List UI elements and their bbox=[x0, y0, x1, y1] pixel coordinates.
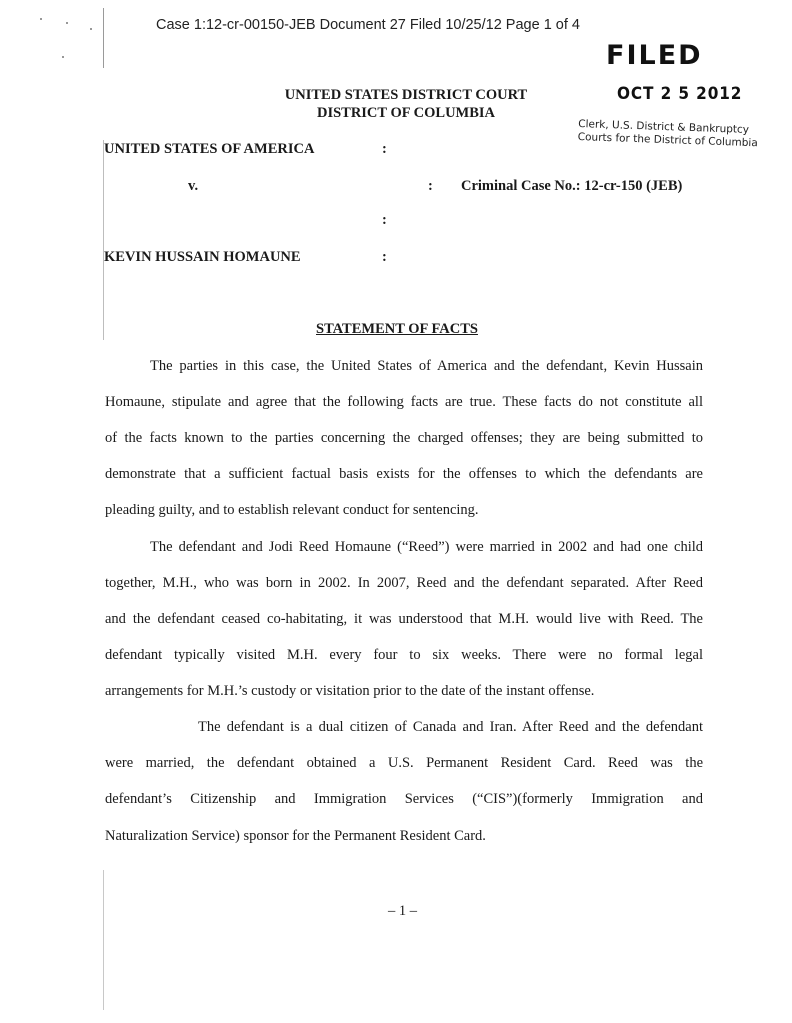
scan-margin-line bbox=[103, 870, 104, 1010]
scan-speck bbox=[40, 18, 42, 20]
paragraph-line: Naturalization Service) sponsor for the Permanent Resident Card. bbox=[105, 828, 486, 844]
case-header: Case 1:12-cr-00150-JEB Document 27 Filed 10/25/12 Page 1 of 4 bbox=[156, 17, 580, 33]
paragraph-line: The parties in this case, the United States of America and the defendant, Kevin Hussain bbox=[150, 358, 703, 374]
scan-speck bbox=[66, 22, 68, 24]
page-number: – 1 – bbox=[388, 903, 417, 919]
paragraph-line: pleading guilty, and to establish relevant conduct for sentencing. bbox=[105, 502, 479, 518]
paragraph-line: demonstrate that a sufficient factual basis exists for the offenses to which the defendants are bbox=[105, 466, 703, 482]
paragraph-line: Homaune, stipulate and agree that the following facts are true. These facts do not constitute all bbox=[105, 394, 703, 410]
document-title: STATEMENT OF FACTS bbox=[316, 321, 478, 337]
caption-separator: : bbox=[382, 249, 387, 265]
paragraph-line: defendant typically visited M.H. every four to six weeks. There were no formal legal bbox=[105, 647, 703, 663]
filed-stamp: FILED bbox=[606, 40, 703, 71]
scan-margin-line bbox=[103, 140, 104, 340]
scan-speck bbox=[90, 28, 92, 30]
paragraph-line: were married, the defendant obtained a U.S. Permanent Resident Card. Reed was the bbox=[105, 755, 703, 771]
case-number: Criminal Case No.: 12-cr-150 (JEB) bbox=[461, 178, 683, 194]
caption-separator: : bbox=[382, 212, 387, 228]
paragraph-line: defendant’s Citizenship and Immigration Services (“CIS”)(formerly Immigration and bbox=[105, 791, 703, 807]
caption-defendant: KEVIN HUSSAIN HOMAUNE bbox=[104, 249, 301, 265]
court-name-line1: UNITED STATES DISTRICT COURT bbox=[284, 87, 528, 103]
paragraph-line: The defendant is a dual citizen of Canada and Iran. After Reed and the defendant bbox=[198, 719, 703, 735]
caption-versus: v. bbox=[188, 178, 199, 194]
stamp-clerk-line1: Clerk, U.S. District & Bankruptcy bbox=[578, 118, 750, 136]
court-name bbox=[274, 86, 538, 122]
paragraph-line: The defendant and Jodi Reed Homaune (“Reed”) were married in 2002 and had one child bbox=[150, 539, 703, 555]
stamp-clerk bbox=[578, 118, 759, 150]
paragraph-line: arrangements for M.H.’s custody or visitation prior to the date of the instant offense. bbox=[105, 683, 595, 699]
stamp-date: OCT 2 5 2012 bbox=[617, 84, 743, 104]
caption-separator: : bbox=[428, 178, 433, 194]
caption-separator: : bbox=[382, 141, 387, 157]
paragraph-line: and the defendant ceased co-habitating, it was understood that M.H. would live with Reed. The bbox=[105, 611, 703, 627]
court-name-line2: DISTRICT OF COLUMBIA bbox=[316, 105, 496, 121]
scan-margin-line bbox=[103, 8, 104, 68]
caption-plaintiff: UNITED STATES OF AMERICA bbox=[104, 141, 315, 157]
stamp-clerk-line2: Courts for the District of Columbia bbox=[577, 131, 758, 150]
paragraph-line: of the facts known to the parties concerning the charged offenses; they are being submitted to bbox=[105, 430, 703, 446]
paragraph-line: together, M.H., who was born in 2002. In 2007, Reed and the defendant separated. After Reed bbox=[105, 575, 703, 591]
scan-speck bbox=[62, 56, 64, 58]
